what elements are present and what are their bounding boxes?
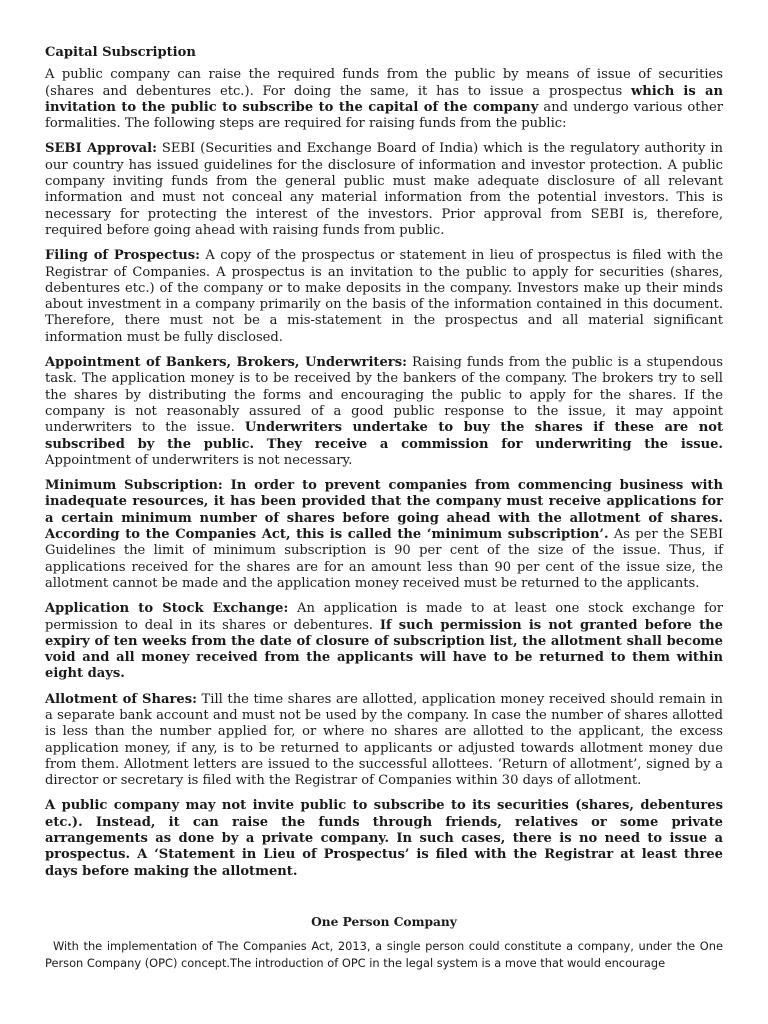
paragraph-allotment: Allotment of Shares: Till the time shares are allotted, application money received should remain in a separate bank account and must not be used by the company. In case the number of shares allotted is less than the number applied for, or where no shares are allotted to the applicant, the excess application money, if any, is to be returned to applicants or adjusted towards allotment money due from them. Allotment letters are issued to the successful allottees. ‘Return of allotment’, signed by a director or secretary is filed with the Registrar of Companies within 30 days of allotment. xyxy=(45,691,723,789)
section-heading-capital-subscription: Capital Subscription xyxy=(45,45,196,60)
emphasis-underwriters: Underwriters undertake to buy the shares if these are not subscribed by the public. They receive a commission for underwriting the issue. xyxy=(45,420,723,452)
section-heading-one-person-company: One Person Company xyxy=(311,915,457,929)
label-filing-prospectus: Filing of Prospectus: xyxy=(45,248,200,264)
paragraph-filing-prospectus: Filing of Prospectus: A copy of the prospectus or statement in lieu of prospectus is filed with the Registrar of Companies. A prospectus is an invitation to the public to apply for securities (shares, debentures etc.) of the company or to make deposits in the company. Investors make up their minds about investment in a company primarily on the basis of the information contained in this document. Therefore, there must not be a mis-statement in the prospectus and all material significant information must be fully disclosed. xyxy=(45,248,723,345)
label-sebi-approval: SEBI Approval: xyxy=(45,141,157,157)
paragraph-minimum-subscription: Minimum Subscription: In order to prevent companies from commencing business with inadequate resources, it has been provided that the company must receive applications for a certain minimum number of shares before going ahead with the allotment of shares. According to the Companies Act, this is called the ‘minimum subscription’. As per the SEBI Guidelines the limit of minimum subscription is 90 per cent of the size of the issue. Thus, if applications received for the shares are for an amount less than 90 per cent of the issue size, the allotment cannot be made and the application money received must be returned to the applicants. xyxy=(45,478,723,591)
emphasis-invitation: which is an invitation to the public to subscribe to the capital of the company xyxy=(45,83,723,115)
label-allotment: Allotment of Shares: xyxy=(45,691,197,707)
emphasis-permission: If such permission is not granted before the expiry of ten weeks from the date of closure of subscription list, the allotment shall become void and all money received from the applicants will have to be returned to them within eight days. xyxy=(45,617,723,682)
paragraph-private-placement xyxy=(45,798,723,879)
emphasis-minimum-subscription: Minimum Subscription: In order to prevent companies from commencing business with inadequate resources, it has been provided that the company must receive applications for a certain minimum number of shares before going ahead with the allotment of shares. According to the Companies Act, this is called the ‘minimum subscription’. xyxy=(45,478,723,543)
paragraph-intro: A public company can raise the required funds from the public by means of issue of securities (shares and debentures etc.). For doing the same, it has to issue a prospectus which is an invitation to the public to subscribe to the capital of the company and undergo various other formalities. The following steps are required for raising funds from the public: xyxy=(45,67,724,132)
emphasis-private-placement: A public company may not invite public to subscribe to its securities (shares, debentures etc.). Instead, it can raise the funds through friends, relatives or some private arrangements as done by a private company. In such cases, there is no need to issue a prospectus. A ‘Statement in Lieu of Prospectus’ is filed with the Registrar at least three days before making the allotment. xyxy=(45,798,723,879)
paragraph-opc-intro: With the implementation of The Companies Act, 2013, a single person could constitute a company, under the One Person Company (OPC) concept.The introduction of OPC in the legal system is a move that would encourage xyxy=(45,939,723,970)
label-appointment: Appointment of Bankers, Brokers, Underwriters: xyxy=(45,355,407,371)
paragraph-bankers-brokers: Appointment of Bankers, Brokers, Underwriters: Raising funds from the public is a stupendous task. The application money is to be received by the bankers of the company. The brokers try to sell the shares by distributing the forms and encouraging the public to apply for the shares. If the company is not reasonably assured of a good public response to the issue, it may appoint underwriters to the issue. Underwriters undertake to buy the shares if these are not subscribed by the public. They receive a commission for underwriting the issue. Appointment of underwriters is not necessary. xyxy=(45,355,723,468)
label-stock-exchange: Application to Stock Exchange: xyxy=(45,601,289,617)
paragraph-stock-exchange: Application to Stock Exchange: An application is made to at least one stock exchange for permission to deal in its shares or debentures. If such permission is not granted before the expiry of ten weeks from the date of closure of subscription list, the allotment shall become void and all money received from the applicants will have to be returned to them within eight days. xyxy=(45,601,723,682)
paragraph-sebi-approval: SEBI Approval: SEBI (Securities and Exchange Board of India) which is the regulatory authority in our country has issued guidelines for the disclosure of information and investor protection. A public company inviting funds from the general public must make adequate disclosure of all relevant information and must not conceal any material information from the potential investors. This is necessary for protecting the interest of the investors. Prior approval from SEBI is, therefore, required before going ahead with raising funds from public. xyxy=(45,141,723,238)
